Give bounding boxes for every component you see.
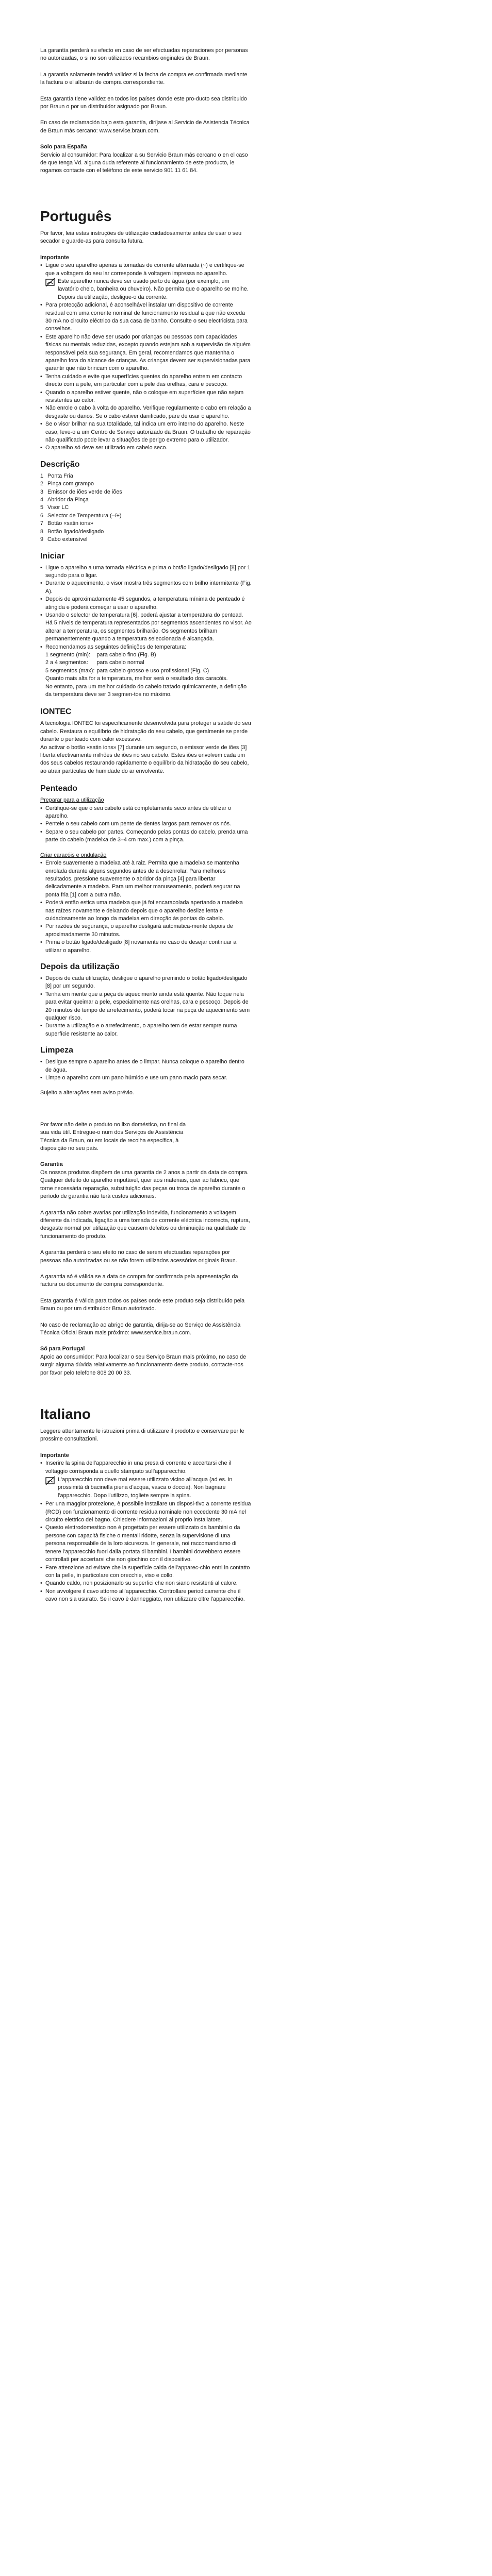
pt-iontec-title: IONTEC: [40, 707, 72, 717]
list-item: • Desligue sempre o aparelho antes de o limpar. Nunca coloque o aparelho dentro de água.: [40, 1058, 252, 1074]
pt-prep-list: [40, 805, 252, 844]
list-item: • Enrole suavemente a madeixa até à raiz. Permita que a madeixa se mantenha enrolada durante alguns segundos antes de a desenrolar. Para melhores resultados, pressione suavemente o abridor da pinça [4] para libertar delicadamente a madeixa. Para um melhor manuseamento, poderá segurar na ponta fria [1] com a outra mão.: [40, 859, 252, 899]
table-row: 2 a 4 segmentos: para cabelo normal: [45, 659, 144, 666]
pt-start-title: Iniciar: [40, 551, 65, 561]
list-item: • Quando caldo, non posizionarlo su superfici che non siano resistenti al calore.: [40, 1580, 252, 1587]
es-paragraph: La garantía perderá su efecto en caso de ser efectuadas reparaciones por personas no autorizadas, o si no son utilizados recambios originales de Braun.: [40, 47, 248, 62]
pt-warranty-paragraph: Esta garantia é válida para todos os países onde este produto seja distribuído pela Braun ou por um distribuidor Braun autorizado.: [40, 1297, 245, 1312]
content-column: [40, 0, 252, 1611]
pt-after-title: Depois da utilização: [40, 962, 120, 971]
list-item: • Durante a utilização e o arrefecimento, o aparelho tem de estar sempre numa superfície resistente ao calor.: [40, 1022, 252, 1038]
pt-clean-title: Limpeza: [40, 1046, 74, 1055]
list-item: • Per una maggior protezione, è possibile installare un disposi-tivo a corrente residua (RCD) con funzionamento di corrente residua nominale non eccedente 30 mA nel circuito elettrico del bagno. Chiedere informazioni al proprio installatore.: [40, 1500, 252, 1524]
list-item: • Não enrole o cabo à volta do aparelho. Verifique regularmente o cabo em relação a desgaste ou danos. Se o cabo estiver danificado, pare de usar o aparelho.: [40, 404, 252, 420]
it-intro: Leggere attentamente le istruzioni prima di utilizzare il prodotto e conservare per le prossime consultazioni.: [40, 1428, 244, 1443]
pt-prep-label: Preparar para a utilização: [40, 797, 104, 804]
it-warning: [45, 1476, 252, 1500]
list-item: 2 Pinça com grampo: [40, 481, 94, 487]
pt-warning-text: Este aparelho nunca deve ser usado perto de água (por exemplo, um lavatório cheio, banheira ou chuveiro). Não permita que o aparelho se molhe. Depois da utilização, desligue-o da corrente.: [58, 278, 249, 300]
list-item: 6 Selector de Temperatura (–/+): [40, 512, 122, 519]
list-item: • Para protecção adicional, é aconselhável instalar um dispositivo de corrente residual com uma corrente nominal de funcionamento residual a que não exceda 30 mA no circuito eléctrico da sua casa de banho. Consulte o seu electricista para conselhos.: [40, 301, 252, 333]
list-item: • Penteie o seu cabelo com um pente de dentes largos para remover os nós.: [40, 820, 252, 828]
es-spain-title: Solo para España: [40, 144, 87, 150]
list-item: • Limpe o aparelho com um pano húmido e use um pano macio para secar.: [40, 1074, 252, 1082]
pt-curl-list: [40, 859, 252, 955]
pt-iontec-text: A tecnologia IONTEC foi especificamente desenvolvida para proteger a saúde do seu cabelo. Restaura o equilíbrio de hidratação do seu cabelo, que geralmente se perde durante o penteado com calor excessivo. Ao activar o botão «satin ions» [7] durante um segundo, o emissor verde de iões [3] liberta efectivamente milhões de iões no seu cabelo. Estes iões envolvem cada um dos seus cabelos restaurando rapidamente o equilíbrio da hidratação do seu cabelo, ao atrair partículas de humidade do ar envolvente.: [40, 720, 251, 774]
table-row: 5 segmentos (max): para cabelo grosso e uso profissional (Fig. C): [45, 667, 209, 674]
list-item: • Fare attenzione ad evitare che la superficie calda dell'apparec-chio entri in contatto con la pelle, in particolare con orecchie, viso e collo.: [40, 1564, 252, 1580]
pt-warranty-paragraph: A garantia não cobre avarias por utilização indevida, funcionamento a voltagem diferente da indicada, ligação a uma tomada de corrente eléctrica incorrecta, ruptura, desgaste normal por utilização que causem defeitos ou diminuição na qualidade de funcionamento do produto.: [40, 1209, 250, 1240]
list-item: • Este aparelho não deve ser usado por crianças ou pessoas com capacidades físicas ou mentais reduzidas, excepto quando estejam sob a supervisão de alguém responsável pela sua segurança. Em geral, recomendamos que mantenha o aparelho fora do alcance de crianças. As crianças devem ser supervisionadas para garantir que não brincam com o aparelho.: [40, 333, 252, 373]
list-item: • Durante o aquecimento, o visor mostra três segmentos com brilho intermitente (Fig. A).: [40, 580, 252, 596]
it-important-title: Importante: [40, 1452, 69, 1459]
pt-temperature-table: [45, 651, 211, 675]
pt-important-title: Importante: [40, 254, 69, 261]
list-item: • Questo elettrodomestico non è progettato per essere utilizzato da bambini o da persone con capacità fisiche o mentali ridotte, senza la supervisione di una persona responsabile della loro sicurezza. In generale, noi raccomandiamo di tenere l'apparecchio fuori dalla portata di bambini. I bambini dovrebbero essere controllati per accertarsi che non giochino con il dispositivo.: [40, 1524, 252, 1564]
pt-clean-list: [40, 1058, 252, 1082]
list-item: • Se o visor brilhar na sua totalidade, tal indica um erro interno do aparelho. Neste caso, leve-o a um Centro de Serviço autorizado da Braun. O trabalho de reparação não qualificado pode levar a situações de perigo extremo para o utilizador.: [40, 420, 252, 444]
pt-important-list: [40, 301, 252, 452]
list-item: • Depois de aproximadamente 45 segundos, a temperatura mínima de penteado é atingida e poderá começar a usar o aparelho.: [40, 596, 252, 612]
list-item: • Tenha em mente que a peça de aquecimento ainda está quente. Não toque nela para evitar queimar a pele, especialmente nas orelhas, cara e pescoço. Depois de 20 minutos de tempo de arrefecimento, poderá tocar na peça de aquecimento sem qualquer risco.: [40, 991, 252, 1023]
es-paragraph: La garantía solamente tendrá validez si la fecha de compra es confirmada mediante la factura o el albarán de compra correspondiente.: [40, 71, 248, 86]
pt-environment-notice: Por favor não deite o produto no lixo doméstico, no final da sua vida útil. Entregue-o num dos Serviços de Assistência Técnica da Braun, ou em locais de recolha específica, à disposição no seu país.: [40, 1121, 186, 1152]
pt-start-list: [40, 564, 252, 651]
list-item: • Recomendamos as seguintes definições de temperatura:: [40, 643, 252, 651]
pt-warning: [45, 278, 252, 301]
list-item: • Ligue o aparelho a uma tomada eléctrica e prima o botão ligado/desligado [8] por 1 segundo para o ligar.: [40, 564, 252, 580]
list-item: • Por razões de segurança, o aparelho desligará automatica-mente depois de aproximadamente 30 minutos.: [40, 923, 252, 939]
pt-styling-title: Penteado: [40, 784, 78, 793]
pt-warranty-paragraph: No caso de reclamação ao abrigo de garantia, dirija-se ao Serviço de Assistência Técnica Oficial Braun mais próximo: www.service.braun.com.: [40, 1321, 241, 1336]
list-item: 5 Visor LC: [40, 504, 69, 511]
it-section-title: Italiano: [40, 1406, 91, 1422]
es-spain-text: Servicio al consumidor: Para localizar a su Servicio Braun más cercano o en el caso de que tenga Vd. alguna duda referente al funcionamiento de este producto, le rogamos contacte con el teléfono de este servicio 901 11 61 84.: [40, 151, 248, 174]
list-item: • Usando o selector de temperatura [6], poderá ajustar a temperatura do pentead. Há 5 níveis de temperatura representados por segmentos ascendentes no visor. Ao alterar a temperatura, os segmentos brilharão. Os segmentos brilham permanentemente quando a temperatura seleccionada é alcançada.: [40, 612, 252, 643]
list-item: • Prima o botão ligado/desligado [8] novamente no caso de desejar continuar a utilizar o aparelho.: [40, 939, 252, 955]
list-item: • Non avvolgere il cavo attorno all'apparecchio. Controllare periodicamente che il cavo non sia usurato. Se il cavo è danneggiato, non utilizzare oltre l'apparecchio.: [40, 1588, 252, 1604]
list-item: 7 Botão «satin ions»: [40, 520, 93, 527]
list-item: • Quando o aparelho estiver quente, não o coloque em superfícies que não sejam resistentes ao calor.: [40, 389, 252, 405]
it-warning-text: L'apparecchio non deve mai essere utilizzato vicino all'acqua (ad es. in prossimità di bacinella piena d'acqua, vasca o doccia). Non bagnare l'apparecchio. Dopo l'utilizzo, togliete sempre la spina.: [58, 1477, 233, 1499]
no-water-warning-icon: [45, 278, 58, 288]
es-paragraph: En caso de reclamación bajo esta garantía, diríjase al Servicio de Asistencia Técnica de Braun más cercano: www.service.braun.com.: [40, 120, 250, 134]
es-paragraph: Esta garantía tiene validez en todos los países donde este pro-ducto sea distribuido por Braun o por un distribuidor asignado por Braun.: [40, 95, 247, 110]
pt-portugal-text: Apoio ao consumidor: Para localizar o seu Serviço Braun mais próximo, no caso de surgir alguma dúvida relativamente ao funcionamento deste produto, contacte-nos por favor pelo telefone 808 20 00 33.: [40, 1353, 247, 1376]
pt-section-title: Português: [40, 208, 112, 224]
pt-after-list: [40, 975, 252, 1038]
pt-start-after: Quanto mais alta for a temperatura, melhor será o resultado dos caracóis. No entanto, para um melhor cuidado do cabelo tratado quimicamente, a definição da temperatura deve ser 3 segmen-tos no máximo.: [45, 675, 247, 698]
table-row: 1 segmento (min): para cabelo fino (Fig. B): [45, 651, 156, 658]
list-item: 4 Abridor da Pinça: [40, 497, 89, 503]
pt-warranty-paragraph: Os nossos produtos dispõem de uma garantia de 2 anos a partir da data de compra. Qualquer defeito do aparelho imputável, quer aos materiais, quer ao fabrico, que torne necessária reparação, substituição das peças ou troca de aparelho durante o período de garantia não terá custos adicionais.: [40, 1169, 249, 1200]
list-item: • Ligue o seu aparelho apenas a tomadas de corrente alternada (~) e certifique-se que a voltagem do seu lar corresponde à voltagem impressa no aparelho.: [40, 262, 252, 278]
pt-curl-label: Criar caracóis e ondulação: [40, 852, 107, 858]
list-item: 9 Cabo extensível: [40, 536, 88, 543]
list-item: • Certifique-se que o seu cabelo está completamente seco antes de utilizar o aparelho.: [40, 805, 252, 821]
list-item: 3 Emissor de iões verde de iões: [40, 488, 122, 495]
list-item: • O aparelho só deve ser utilizado em cabelo seco.: [40, 444, 252, 452]
list-item: • Separe o seu cabelo por partes. Começando pelas pontas do cabelo, prenda uma parte do cabelo (madeixa de 3–4 cm max.) com a pinça.: [40, 828, 252, 844]
pt-warranty-title: Garantia: [40, 1161, 63, 1168]
it-important-list: [40, 1460, 252, 1476]
list-item: • Inserire la spina dell'apparecchio in una presa di corrente e accertarsi che il voltaggio corrisponda a quello stampato sull'apparecchio.: [40, 1460, 252, 1476]
pt-portugal-title: Só para Portugal: [40, 1346, 85, 1352]
pt-warranty-paragraph: A garantia só é válida se a data de compra for confirmada pela apresentação da factura ou documento de compra correspondente.: [40, 1273, 238, 1288]
list-item: • Poderá então estica uma madeixa que já foi encaracolada apertando a madeixa nas raízes novamente e deixando depois que o aparelho deslize lenta e cuidadosamente ao longo da madeixa em direcção às pontas do cabelo.: [40, 899, 252, 923]
pt-desc-list: [40, 472, 252, 544]
pt-important-list: [40, 262, 252, 278]
list-item: 1 Ponta Fria: [40, 472, 73, 479]
pt-warranty-paragraph: A garantia perderá o seu efeito no caso de serem efectuadas reparações por pessoas não autorizadas ou se não forem utilizados acessórios originais Braun.: [40, 1249, 237, 1264]
pt-intro: Por favor, leia estas instruções de utilização cuidadosamente antes de usar o seu secador e guarde-as para consulta futura.: [40, 230, 242, 245]
it-important-list: [40, 1500, 252, 1603]
pt-notice: Sujeito a alterações sem aviso prévio.: [40, 1090, 134, 1096]
no-water-warning-icon: [45, 1476, 58, 1486]
pt-desc-title: Descrição: [40, 460, 80, 469]
list-item: 8 Botão ligado/desligado: [40, 528, 104, 535]
list-item: • Tenha cuidado e evite que superfícies quentes do aparelho entrem em contacto directo com a pele, em particular com a pele das orelhas, cara e pescoço.: [40, 373, 252, 389]
list-item: • Depois de cada utilização, desligue o aparelho premindo o botão ligado/desligado [8] por um segundo.: [40, 975, 252, 991]
